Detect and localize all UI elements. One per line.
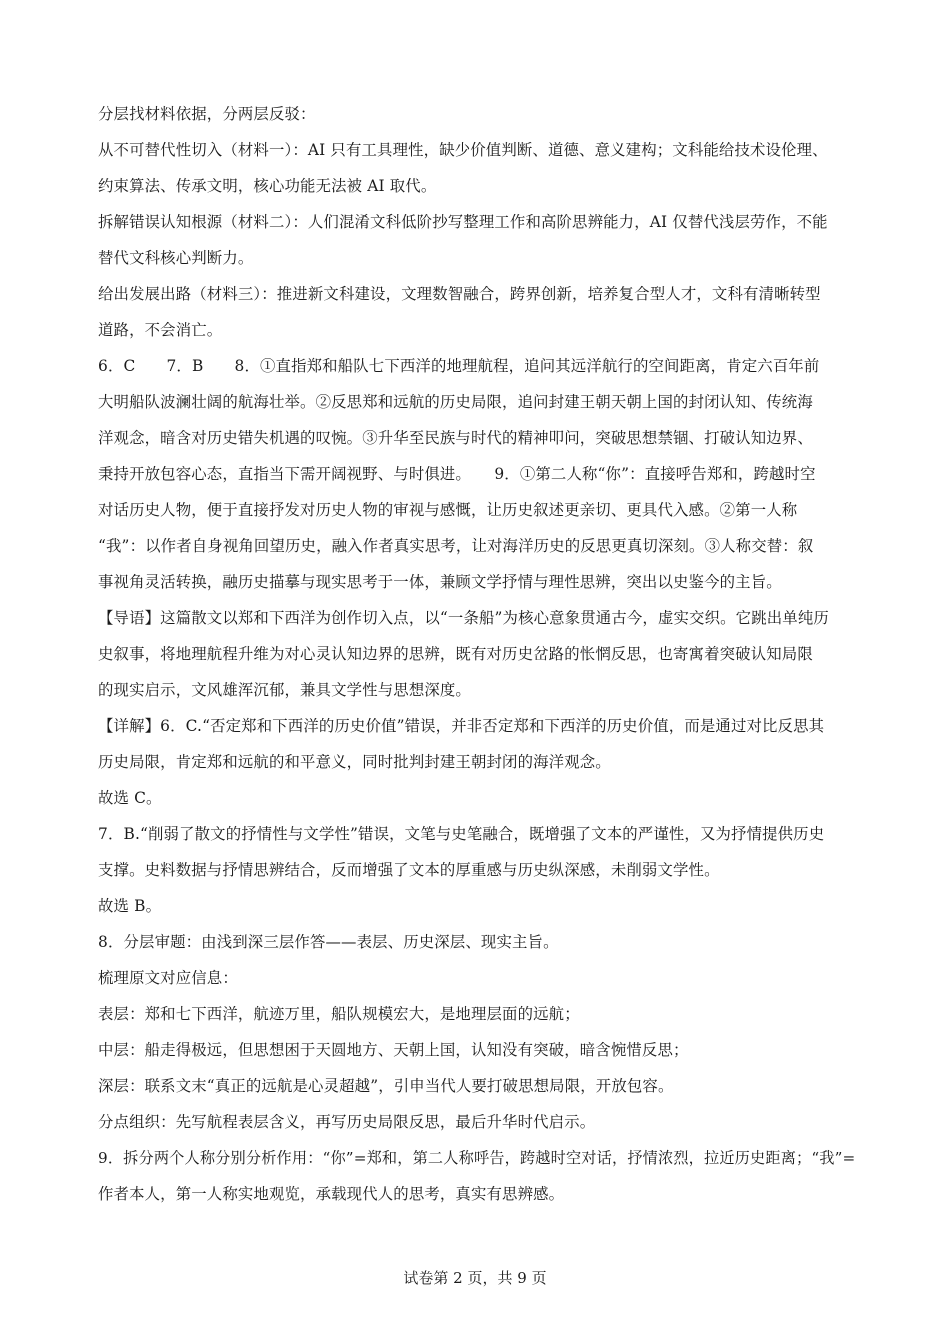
text-line: 【导语】这篇散文以郑和下西洋为创作切入点，以“一条船”为核心意象贯通古今，虚实交织。它跳出单纯历 (98, 609, 829, 627)
text-line: 9．拆分两个人称分别分析作用：“你”=郑和，第二人称呼告，跨越时空对话，抒情浓烈，拉近历史距离；“我”= (98, 1149, 856, 1167)
text-line: 7．B.“削弱了散文的抒情性与文学性”错误，文笔与史笔融合，既增强了文本的严谨性，又为抒情提供历史 (98, 825, 825, 843)
text-line: 支撑。史料数据与抒情思辨结合，反而增强了文本的厚重感与历史纵深感，未削弱文学性。 (98, 861, 720, 879)
text-line: 事视角灵活转换，融历史描摹与现实思考于一体，兼顾文学抒情与理性思辨，突出以史鉴今的主旨。 (98, 573, 782, 591)
text-line: 道路，不会消亡。 (98, 321, 223, 339)
text-line: 对话历史人物，便于直接抒发对历史人物的审视与感慨，让历史叙述更亲切、更具代入感。②第一人称 (98, 501, 798, 519)
text-line: 中层：船走得极远，但思想困于天圆地方、天朝上国，认知没有突破，暗含惋惜反思； (98, 1041, 689, 1059)
text-line: 作者本人，第一人称实地观览，承载现代人的思考，真实有思辨感。 (98, 1185, 565, 1203)
text-line: 分层找材料依据，分两层反驳： (98, 105, 316, 123)
text-line: 的现实启示，文风雄浑沉郁，兼具文学性与思想深度。 (98, 681, 471, 699)
answer-text-block (98, 96, 862, 1212)
text-line: 故选 C。 (98, 789, 162, 807)
text-line: “我”：以作者自身视角回望历史，融入作者真实思考，让对海洋历史的反思更真切深刻。③人称交替：叙 (98, 537, 814, 555)
text-line: 从不可替代性切入（材料一）：AI 只有工具理性，缺少价值判断、道德、意义建构；文科能给技术设伦理、 (98, 141, 828, 159)
text-line: 6．C 7．B 8．①直指郑和船队七下西洋的地理航程，追问其远洋航行的空间距离，肯定六百年前 (98, 357, 820, 375)
text-line: 表层：郑和七下西洋，航迹万里，船队规模宏大，是地理层面的远航； (98, 1005, 580, 1023)
text-line: 约束算法、传承文明，核心功能无法被 AI 取代。 (98, 177, 437, 195)
text-line: 给出发展出路（材料三）：推进新文科建设，文理数智融合，跨界创新，培养复合型人才，文科有清晰转型 (98, 285, 821, 303)
text-line: 洋观念，暗含对历史错失机遇的叹惋。③升华至民族与时代的精神叩问，突破思想禁锢、打破认知边界、 (98, 429, 813, 447)
text-line: 8．分层审题：由浅到深三层作答——表层、历史深层、现实主旨。 (98, 933, 559, 951)
text-line: 故选 B。 (98, 897, 162, 915)
text-line: 梳理原文对应信息： (98, 969, 238, 987)
text-line: 分点组织：先写航程表层含义，再写历史局限反思，最后升华时代启示。 (98, 1113, 596, 1131)
text-line: 秉持开放包容心态，直指当下需开阔视野、与时俱进。 9．①第二人称“你”：直接呼告郑和，跨越时空 (98, 465, 816, 483)
text-line: 拆解错误认知根源（材料二）：人们混淆文科低阶抄写整理工作和高阶思辨能力，AI 仅替代浅层劳作，不能 (98, 213, 828, 231)
text-line: 史叙事，将地理航程升维为对心灵认知边界的思辨，既有对历史岔路的怅惘反思，也寄寓着突破认知局限 (98, 645, 813, 663)
text-line: 替代文科核心判断力。 (98, 249, 254, 267)
text-line: 深层：联系文末“真正的远航是心灵超越”，引申当代人要打破思想局限，开放包容。 (98, 1077, 674, 1095)
text-line: 大明船队波澜壮阔的航海壮举。②反思郑和远航的历史局限，追问封建王朝天朝上国的封闭认知、传统海 (98, 393, 813, 411)
page-footer: 试卷第 2 页，共 9 页 (403, 1269, 547, 1287)
text-line: 历史局限，肯定郑和远航的和平意义，同时批判封建王朝封闭的海洋观念。 (98, 753, 611, 771)
text-line: 【详解】6．C.“否定郑和下西洋的历史价值”错误，并非否定郑和下西洋的历史价值，而是通过对比反思其 (98, 717, 825, 735)
